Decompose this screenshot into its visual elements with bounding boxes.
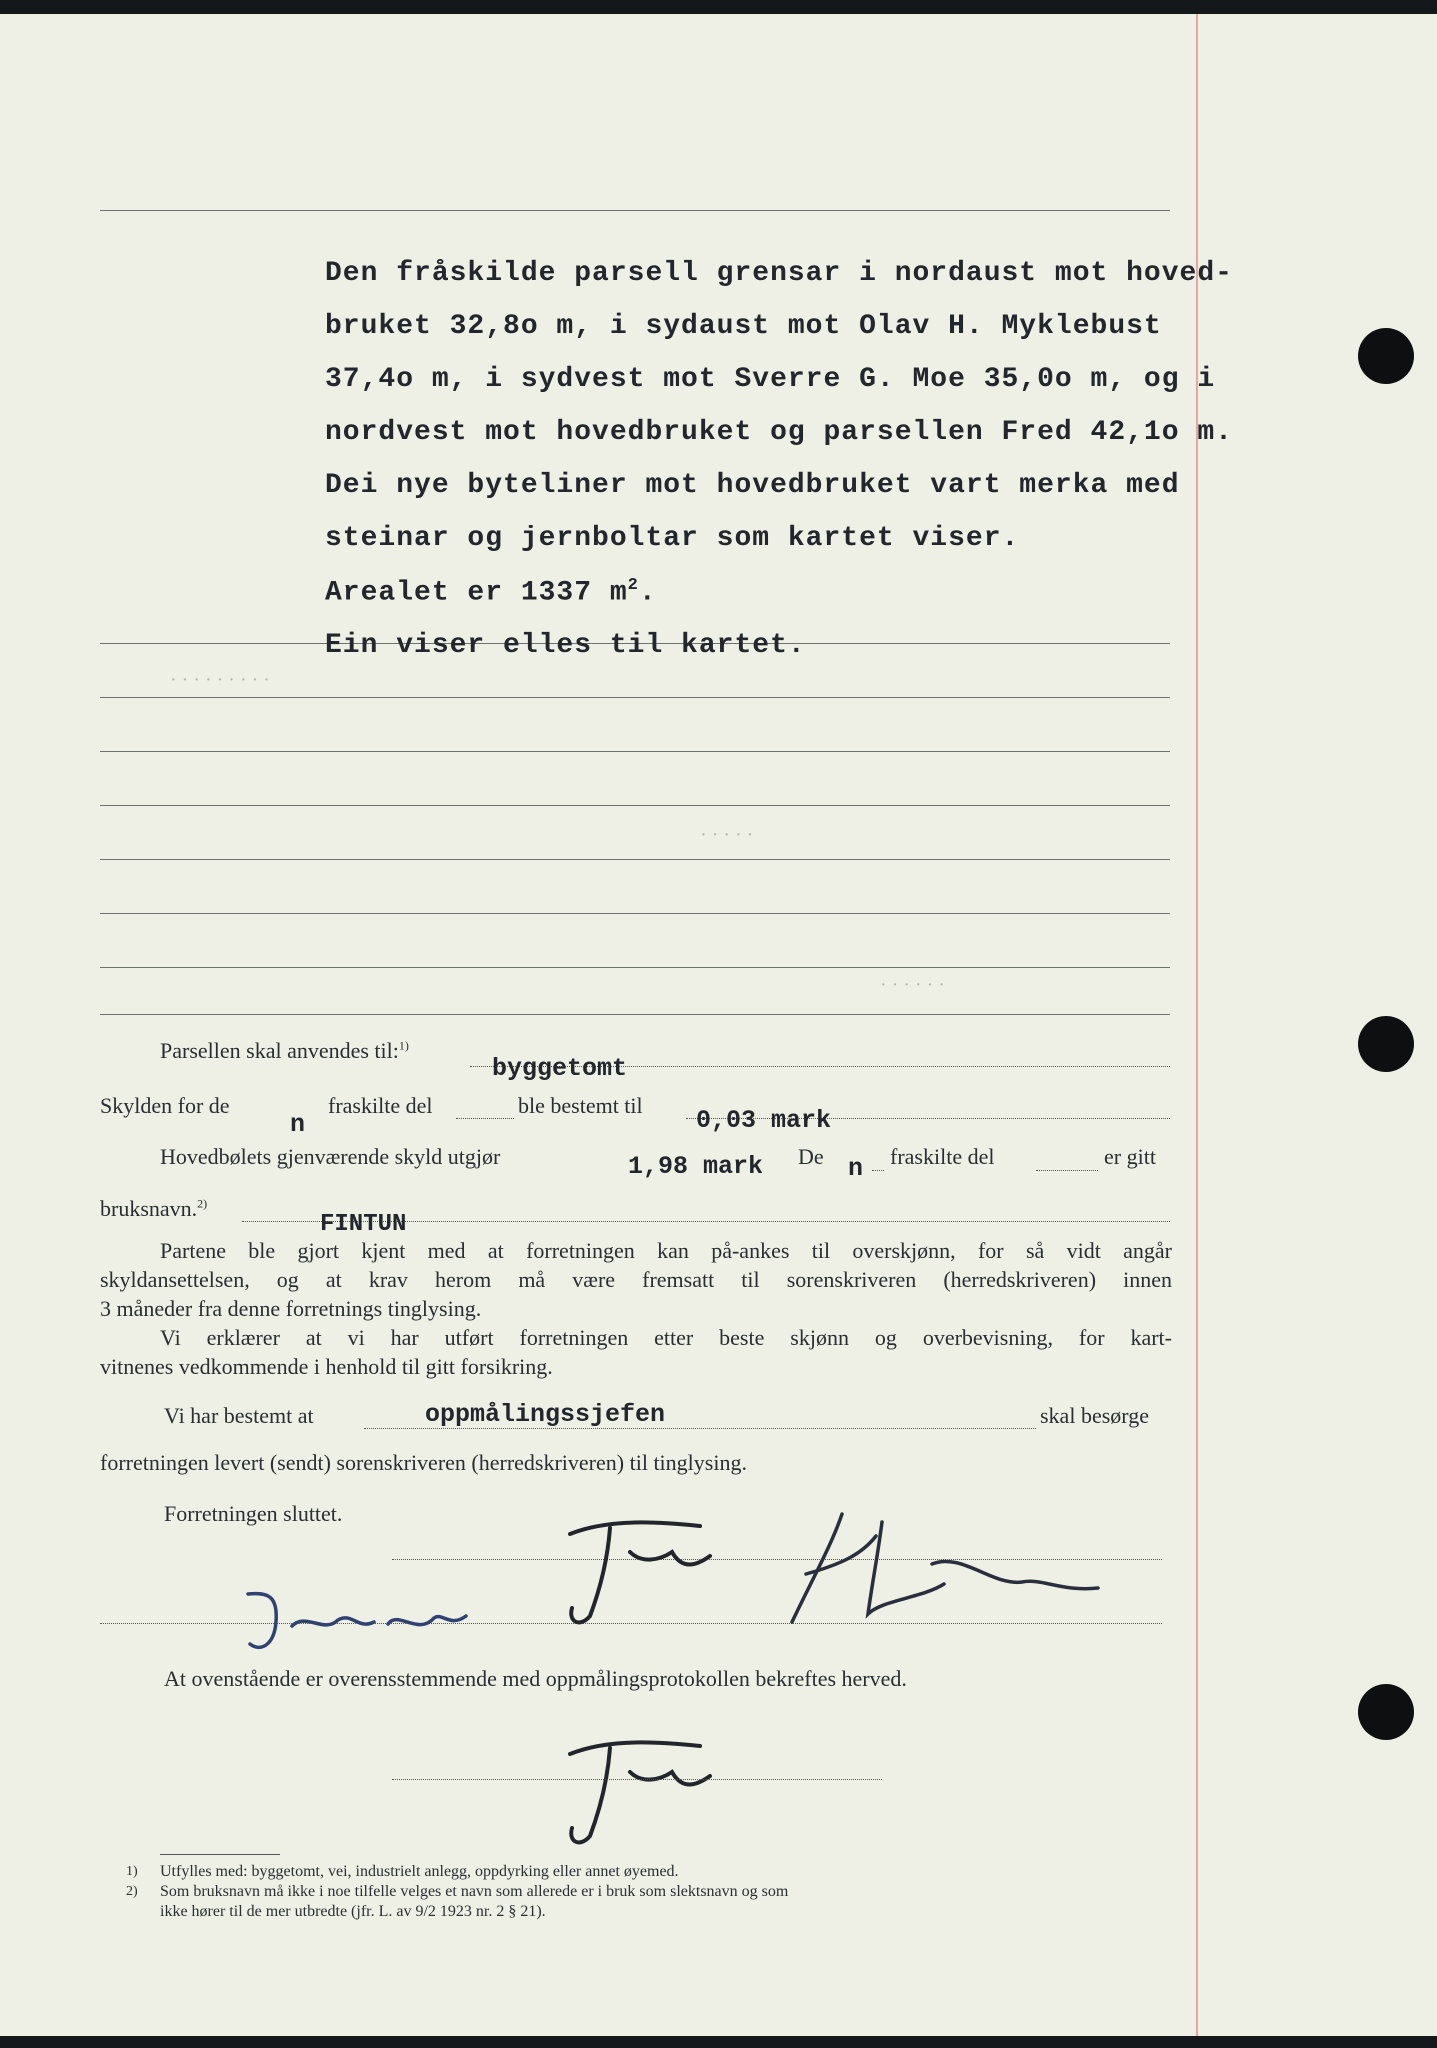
dotted-line [872,1170,884,1171]
use-footnote-ref: 1) [398,1038,409,1053]
area-end: . [638,577,657,609]
signature-4 [550,1724,730,1854]
declaration-line: Vi erklærer at vi har utført forretningen etter beste skjønn og overbevisning, for kart- [160,1325,1172,1350]
rating-prefix: Skylden for de [100,1093,230,1118]
appeal-line: skyldansettelsen, og at krav herom må være fremsatt til sorenskriveren (herredskriveren) innen [100,1267,1172,1292]
appeal-line: Partene ble gjort kjent med at forretningen kan på-ankes til overskjønn, for så vidt angår [160,1238,1172,1263]
remaining-n: n [848,1154,864,1183]
declaration-line: vitnenes vedkommende i henhold til gitt forsikring. [100,1354,553,1379]
appeal-paragraph [100,1236,1172,1323]
bleed-through: · · · · · [700,824,754,846]
area-text: Arealet er 1337 m [325,577,628,609]
footnote [126,1882,1174,1902]
deliver-prefix: Vi har bestemt at [164,1403,314,1428]
punch-hole [1358,1016,1414,1072]
footnote [126,1862,1174,1882]
name-label-text: bruksnavn. [100,1196,198,1221]
footnote-mark: 2) [126,1884,138,1899]
signature-2 [772,1504,1122,1644]
signature-3 [228,1582,528,1662]
remaining-value: 1,98 mark [628,1152,764,1181]
description-line: nordvest mot hovedbruket og parsellen Fred 42,1o m. [325,417,1233,448]
use-value: byggetomt [492,1054,628,1083]
dotted-line [456,1118,514,1119]
map-reference: Ein viser elles til kartet. [325,630,806,661]
remaining-mid: fraskilte del [890,1144,995,1169]
area-unit-sup: 2 [627,576,639,595]
deliver-value: oppmålingssjefen [425,1400,666,1429]
closing-text: Forretningen sluttet. [164,1501,343,1526]
appeal-line: 3 måneder fra denne forretnings tinglysing. [100,1296,482,1321]
ruled-line [100,751,1170,752]
certification-text: At ovenstående er overensstemmende med oppmålingsprotokollen bekreftes herved. [164,1666,907,1691]
description-line: Dei nye byteliner mot hovedbruket vart merka med [325,470,1180,501]
ruled-line [100,967,1170,968]
ruled-line [100,859,1170,860]
rating-n: n [290,1110,306,1139]
remaining-de: De [798,1144,824,1169]
bleed-through: · · · · · · · · · [170,669,270,691]
ruled-line [100,805,1170,806]
rating-suffix: ble bestemt til [518,1093,643,1118]
deliver-suffix: skal besørge [1040,1403,1149,1428]
deliver-line2: forretningen levert (sendt) sorenskriveren (herredskriveren) til tinglysing. [100,1450,747,1475]
signature-1 [550,1504,730,1634]
ruled-line [100,913,1170,914]
use-label [160,1038,409,1064]
margin-line [1196,14,1198,2036]
bleed-through: · · · · · · [880,974,945,996]
footnote-text: Som bruksnavn må ikke i noe tilfelle velges et navn som allerede er i bruk som slektsnavn og som [160,1883,789,1900]
rating-value: 0,03 mark [696,1106,832,1135]
description-line: bruket 32,8o m, i sydaust mot Olav H. Myklebust [325,311,1162,342]
use-label-text: Parsellen skal anvendes til: [160,1038,399,1063]
punch-hole [1358,328,1414,384]
description-line: steinar og jernboltar som kartet viser. [325,523,1020,554]
footnote-mark: 1) [126,1864,138,1879]
document-page [0,14,1437,2036]
rating-mid: fraskilte del [328,1093,433,1118]
name-label [100,1196,207,1222]
ruled-line [100,697,1170,698]
declaration-paragraph [100,1323,1172,1381]
punch-hole [1358,1684,1414,1740]
footnote [160,1902,1174,1922]
footnote-text: Utfylles med: byggetomt, vei, industrielt anlegg, oppdyrking eller annet øyemed. [160,1863,679,1880]
ruled-line [100,1014,1170,1015]
remaining-suffix: er gitt [1104,1144,1156,1169]
description-line: 37,4o m, i sydvest mot Sverre G. Moe 35,0o m, og i [325,364,1216,395]
remaining-prefix: Hovedbølets gjenværende skyld utgjør [160,1144,501,1169]
ruled-line [100,210,1170,211]
footnote-rule [160,1854,280,1855]
name-value: FINTUN [320,1211,407,1238]
area-line [325,576,657,608]
signature-line [392,1779,882,1780]
dotted-line [1036,1170,1098,1171]
name-footnote-ref: 2) [197,1196,208,1211]
description-line: Den fråskilde parsell grensar i nordaust mot hoved- [325,258,1233,289]
footnote-text: ikke hører til de mer utbredte (jfr. L. av 9/2 1923 nr. 2 § 21). [160,1903,546,1920]
